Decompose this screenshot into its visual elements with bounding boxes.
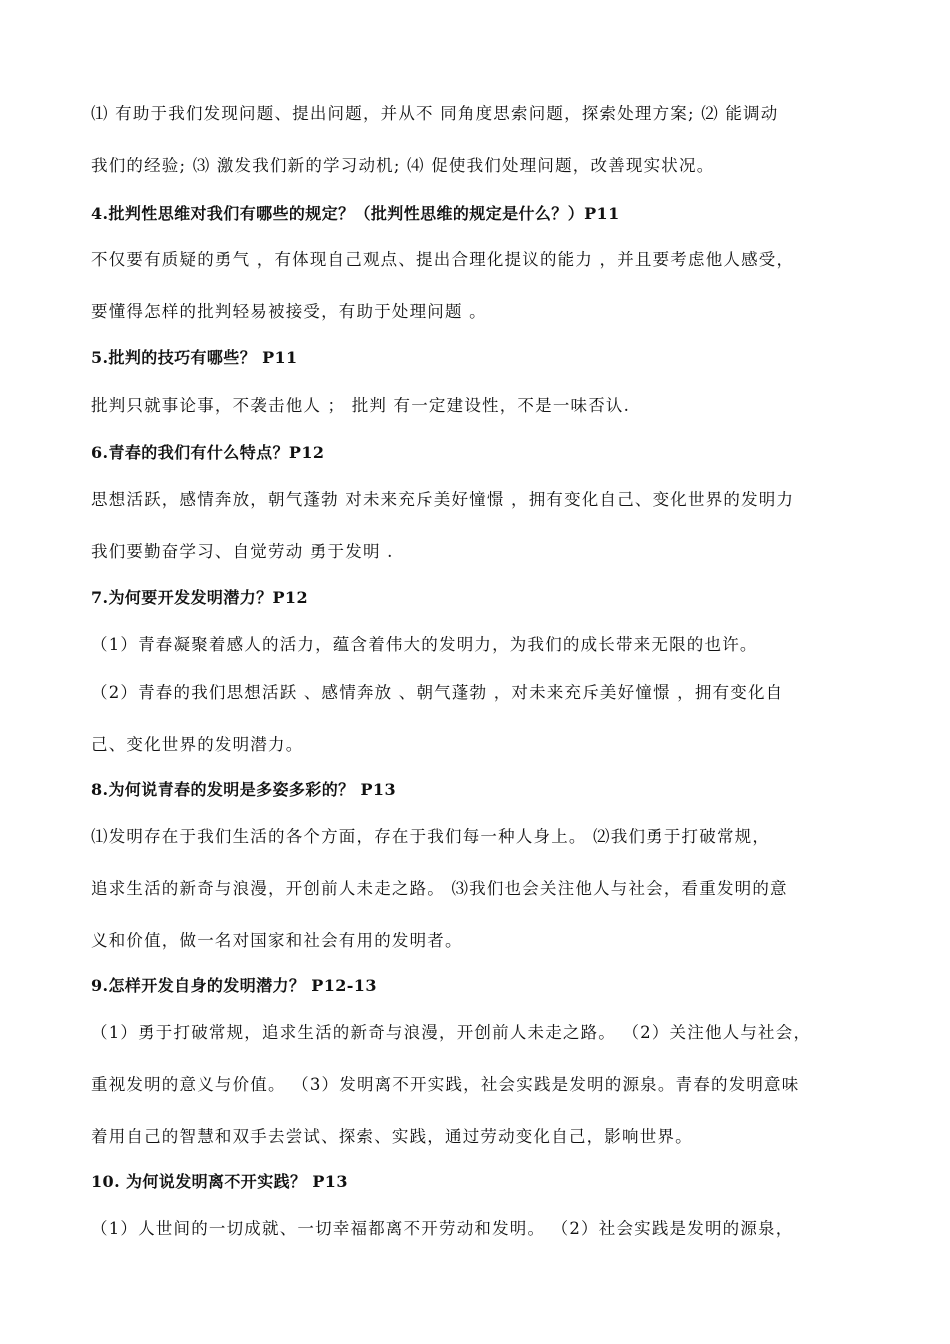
answer-line: 己、变化世界的发明潜力。 bbox=[91, 735, 304, 754]
answer-line: 重视发明的意义与价值。 （3）发明离不开实践，社会实践是发明的源泉。青春的发明意味 bbox=[91, 1075, 800, 1094]
answer-line: （1）人世间的一切成就、一切幸福都离不开劳动和发明。 （2）社会实践是发明的源泉， bbox=[91, 1219, 794, 1238]
question-heading: 4.批判性思维对我们有哪些的规定？（批判性思维的规定是什么？）P11 bbox=[91, 204, 620, 223]
answer-line: 思想活跃，感情奔放，朝气蓬勃 对未来充斥美好憧憬 ，拥有变化自己、变化世界的发明力 bbox=[91, 490, 795, 509]
answer-line: 追求生活的新奇与浪漫，开创前人未走之路。 ⑶我们也会关注他人与社会，看重发明的意 bbox=[91, 879, 788, 898]
question-heading: 9.怎样开发自身的发明潜力？ P12-13 bbox=[91, 976, 377, 995]
answer-line: 要懂得怎样的批判轻易被接受，有助于处理问题 。 bbox=[91, 302, 487, 321]
question-heading: 5.批判的技巧有哪些？ P11 bbox=[91, 348, 298, 367]
answer-line: 批判只就事论事，不袭击他人 ； 批判 有一定建设性，不是一味否认. bbox=[91, 396, 631, 415]
question-heading: 10. 为何说发明离不开实践？ P13 bbox=[91, 1172, 348, 1191]
answer-line: （2）青春的我们思想活跃 、感情奔放 、朝气蓬勃 ，对未来充斥美好憧憬 ，拥有变化自 bbox=[91, 683, 784, 702]
answer-line: 我们要勤奋学习、自觉劳动 勇于发明 . bbox=[91, 542, 394, 561]
answer-line: （1）勇于打破常规，追求生活的新奇与浪漫，开创前人未走之路。 （2）关注他人与社会， bbox=[91, 1023, 812, 1042]
answer-line: 义和价值，做一名对国家和社会有用的发明者。 bbox=[91, 931, 463, 950]
question-heading: 6.青春的我们有什么特点？P12 bbox=[91, 443, 325, 462]
answer-line: 我们的经验; ⑶ 激发我们新的学习动机; ⑷ 促使我们处理问题，改善现实状况。 bbox=[91, 156, 715, 175]
question-heading: 8.为何说青春的发明是多姿多彩的？ P13 bbox=[91, 780, 396, 799]
answer-line: ⑴ 有助于我们发现问题、提出问题，并从不 同角度思索问题，探索处理方案; ⑵ 能调动 bbox=[91, 104, 779, 123]
question-heading: 7.为何要开发发明潜力？P12 bbox=[91, 588, 309, 607]
answer-line: （1）青春凝聚着感人的活力，蕴含着伟大的发明力，为我们的成长带来无限的也许。 bbox=[91, 635, 758, 654]
answer-line: ⑴发明存在于我们生活的各个方面，存在于我们每一种人身上。 ⑵我们勇于打破常规， bbox=[91, 827, 771, 846]
answer-line: 着用自己的智慧和双手去尝试、探索、实践，通过劳动变化自己，影响世界。 bbox=[91, 1127, 693, 1146]
answer-line: 不仅要有质疑的勇气 ，有体现自己观点、提出合理化提议的能力 ，并且要考虑他人感受， bbox=[91, 250, 795, 269]
